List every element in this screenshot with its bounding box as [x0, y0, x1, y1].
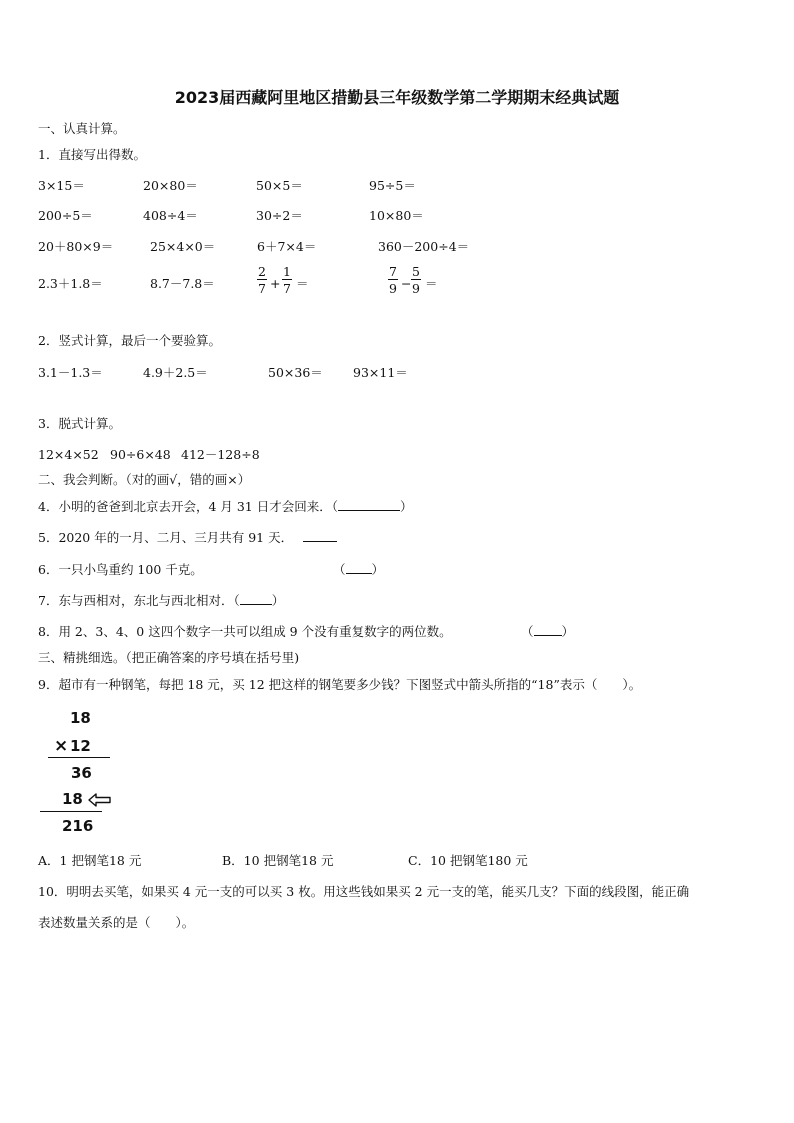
close-paren: ） [271, 593, 285, 608]
q2-label: 2．竖式计算，最后一个要验算。 [38, 333, 221, 348]
calc-item: 408÷4＝ [143, 208, 198, 223]
fraction [411, 265, 421, 295]
numerator: 7 [389, 264, 397, 279]
open-paren: （ [333, 562, 346, 577]
section3-heading: 三、精挑细选。（把正确答案的序号填在括号里) [38, 650, 300, 665]
question-text: 5．2020 年的一月、二月、三月共有 91 天． [38, 530, 294, 545]
question-9: 9．超市有一种钢笔，每把 18 元，买 12 把这样的钢笔要多少钱？下图竖式中箭头所指的“18”表示（ ）。 [38, 677, 642, 692]
calc-item: 360－200÷4＝ [378, 239, 470, 254]
close-paren: ） [399, 499, 413, 514]
fraction [388, 265, 398, 295]
operator: − [401, 276, 412, 291]
close-paren: ） [561, 624, 575, 639]
calc-item: 412－128÷8 [181, 447, 260, 462]
calc-item: 90÷6×48 [110, 447, 171, 462]
fraction-bar [257, 279, 267, 280]
calc-item: 12×4×52 [38, 447, 99, 462]
calc-item: 200÷5＝ [38, 208, 93, 223]
denominator: 9 [412, 281, 420, 296]
open-paren: （ [521, 624, 534, 639]
section2-heading: 二、我会判断。（对的画√，错的画×） [38, 472, 251, 487]
rule-line [48, 757, 110, 758]
calc-item: 30÷2＝ [256, 208, 303, 223]
calc-item: 2.3＋1.8＝ [38, 276, 103, 291]
calc-item: 6＋7×4＝ [257, 239, 317, 254]
fraction-bar [388, 279, 398, 280]
denominator: 7 [258, 281, 266, 296]
partial-product-2: 18 [62, 790, 83, 808]
page-title: 2023届西藏阿里地区措勤县三年级数学第二学期期末经典试题 [174, 88, 620, 107]
calc-item: 95÷5＝ [369, 178, 416, 193]
equals-sign: ＝ [296, 276, 309, 291]
q1-label: 1．直接写出得数。 [38, 147, 146, 162]
section1-heading: 一、认真计算。 [38, 121, 126, 136]
product-result: 216 [62, 817, 94, 835]
denominator: 9 [389, 281, 397, 296]
arrow-left-icon [88, 793, 112, 807]
calc-item: 10×80＝ [369, 208, 424, 223]
question-10-line-2: 表述数量关系的是（ ）。 [38, 915, 195, 930]
multiply-sign: × [54, 736, 69, 756]
answer-blank[interactable] [346, 573, 372, 574]
denominator: 7 [283, 281, 291, 296]
calc-item: 50×36＝ [268, 365, 323, 380]
calc-item: 8.7－7.8＝ [150, 276, 215, 291]
multiplier: 12 [70, 737, 91, 755]
fraction-bar [411, 279, 421, 280]
question-4 [38, 499, 413, 515]
question-5 [38, 530, 337, 546]
fraction [282, 265, 292, 295]
question-7 [38, 593, 284, 609]
calc-item: 4.9＋2.5＝ [143, 365, 208, 380]
option-b[interactable]: B．10 把钢笔18 元 [222, 853, 334, 868]
calc-item: 25×4×0＝ [150, 239, 216, 254]
question-8: 8．用 2、3、4、0 这四个数字一共可以组成 9 个没有重复数字的两位数。 [38, 624, 452, 639]
answer-paren [521, 624, 574, 640]
answer-blank[interactable] [240, 604, 272, 605]
calc-item: 20×80＝ [143, 178, 198, 193]
fraction [257, 265, 267, 295]
question-10-line-1: 10．明明去买笔，如果买 4 元一支的可以买 3 枚。用这些钱如果买 2 元一支的笔，能买几支？下面的线段图，能正确 [38, 884, 690, 899]
equals-sign: ＝ [425, 276, 438, 291]
partial-product-1: 36 [71, 764, 92, 782]
operator: + [270, 276, 281, 291]
calc-item: 20＋80×9＝ [38, 239, 114, 254]
calc-item: 50×5＝ [256, 178, 303, 193]
rule-line [40, 811, 102, 812]
multiplicand: 18 [70, 709, 91, 727]
numerator: 2 [258, 264, 266, 279]
numerator: 5 [412, 264, 420, 279]
answer-blank[interactable] [303, 541, 337, 542]
numerator: 1 [283, 264, 291, 279]
question-text: 4．小明的爸爸到北京去开会，4 月 31 日才会回来．（ [38, 499, 338, 514]
option-a[interactable]: A．1 把钢笔18 元 [38, 853, 142, 868]
answer-paren [333, 562, 384, 578]
answer-blank[interactable] [534, 635, 562, 636]
calc-item: 3.1－1.3＝ [38, 365, 103, 380]
option-c[interactable]: C．10 把钢笔180 元 [408, 853, 528, 868]
answer-blank[interactable] [338, 510, 400, 511]
close-paren: ） [371, 562, 385, 577]
calc-item: 3×15＝ [38, 178, 85, 193]
q3-label: 3．脱式计算。 [38, 416, 121, 431]
question-6: 6．一只小鸟重约 100 千克。 [38, 562, 203, 577]
fraction-bar [282, 279, 292, 280]
question-text: 7．东与西相对，东北与西北相对．（ [38, 593, 240, 608]
calc-item: 93×11＝ [353, 365, 408, 380]
